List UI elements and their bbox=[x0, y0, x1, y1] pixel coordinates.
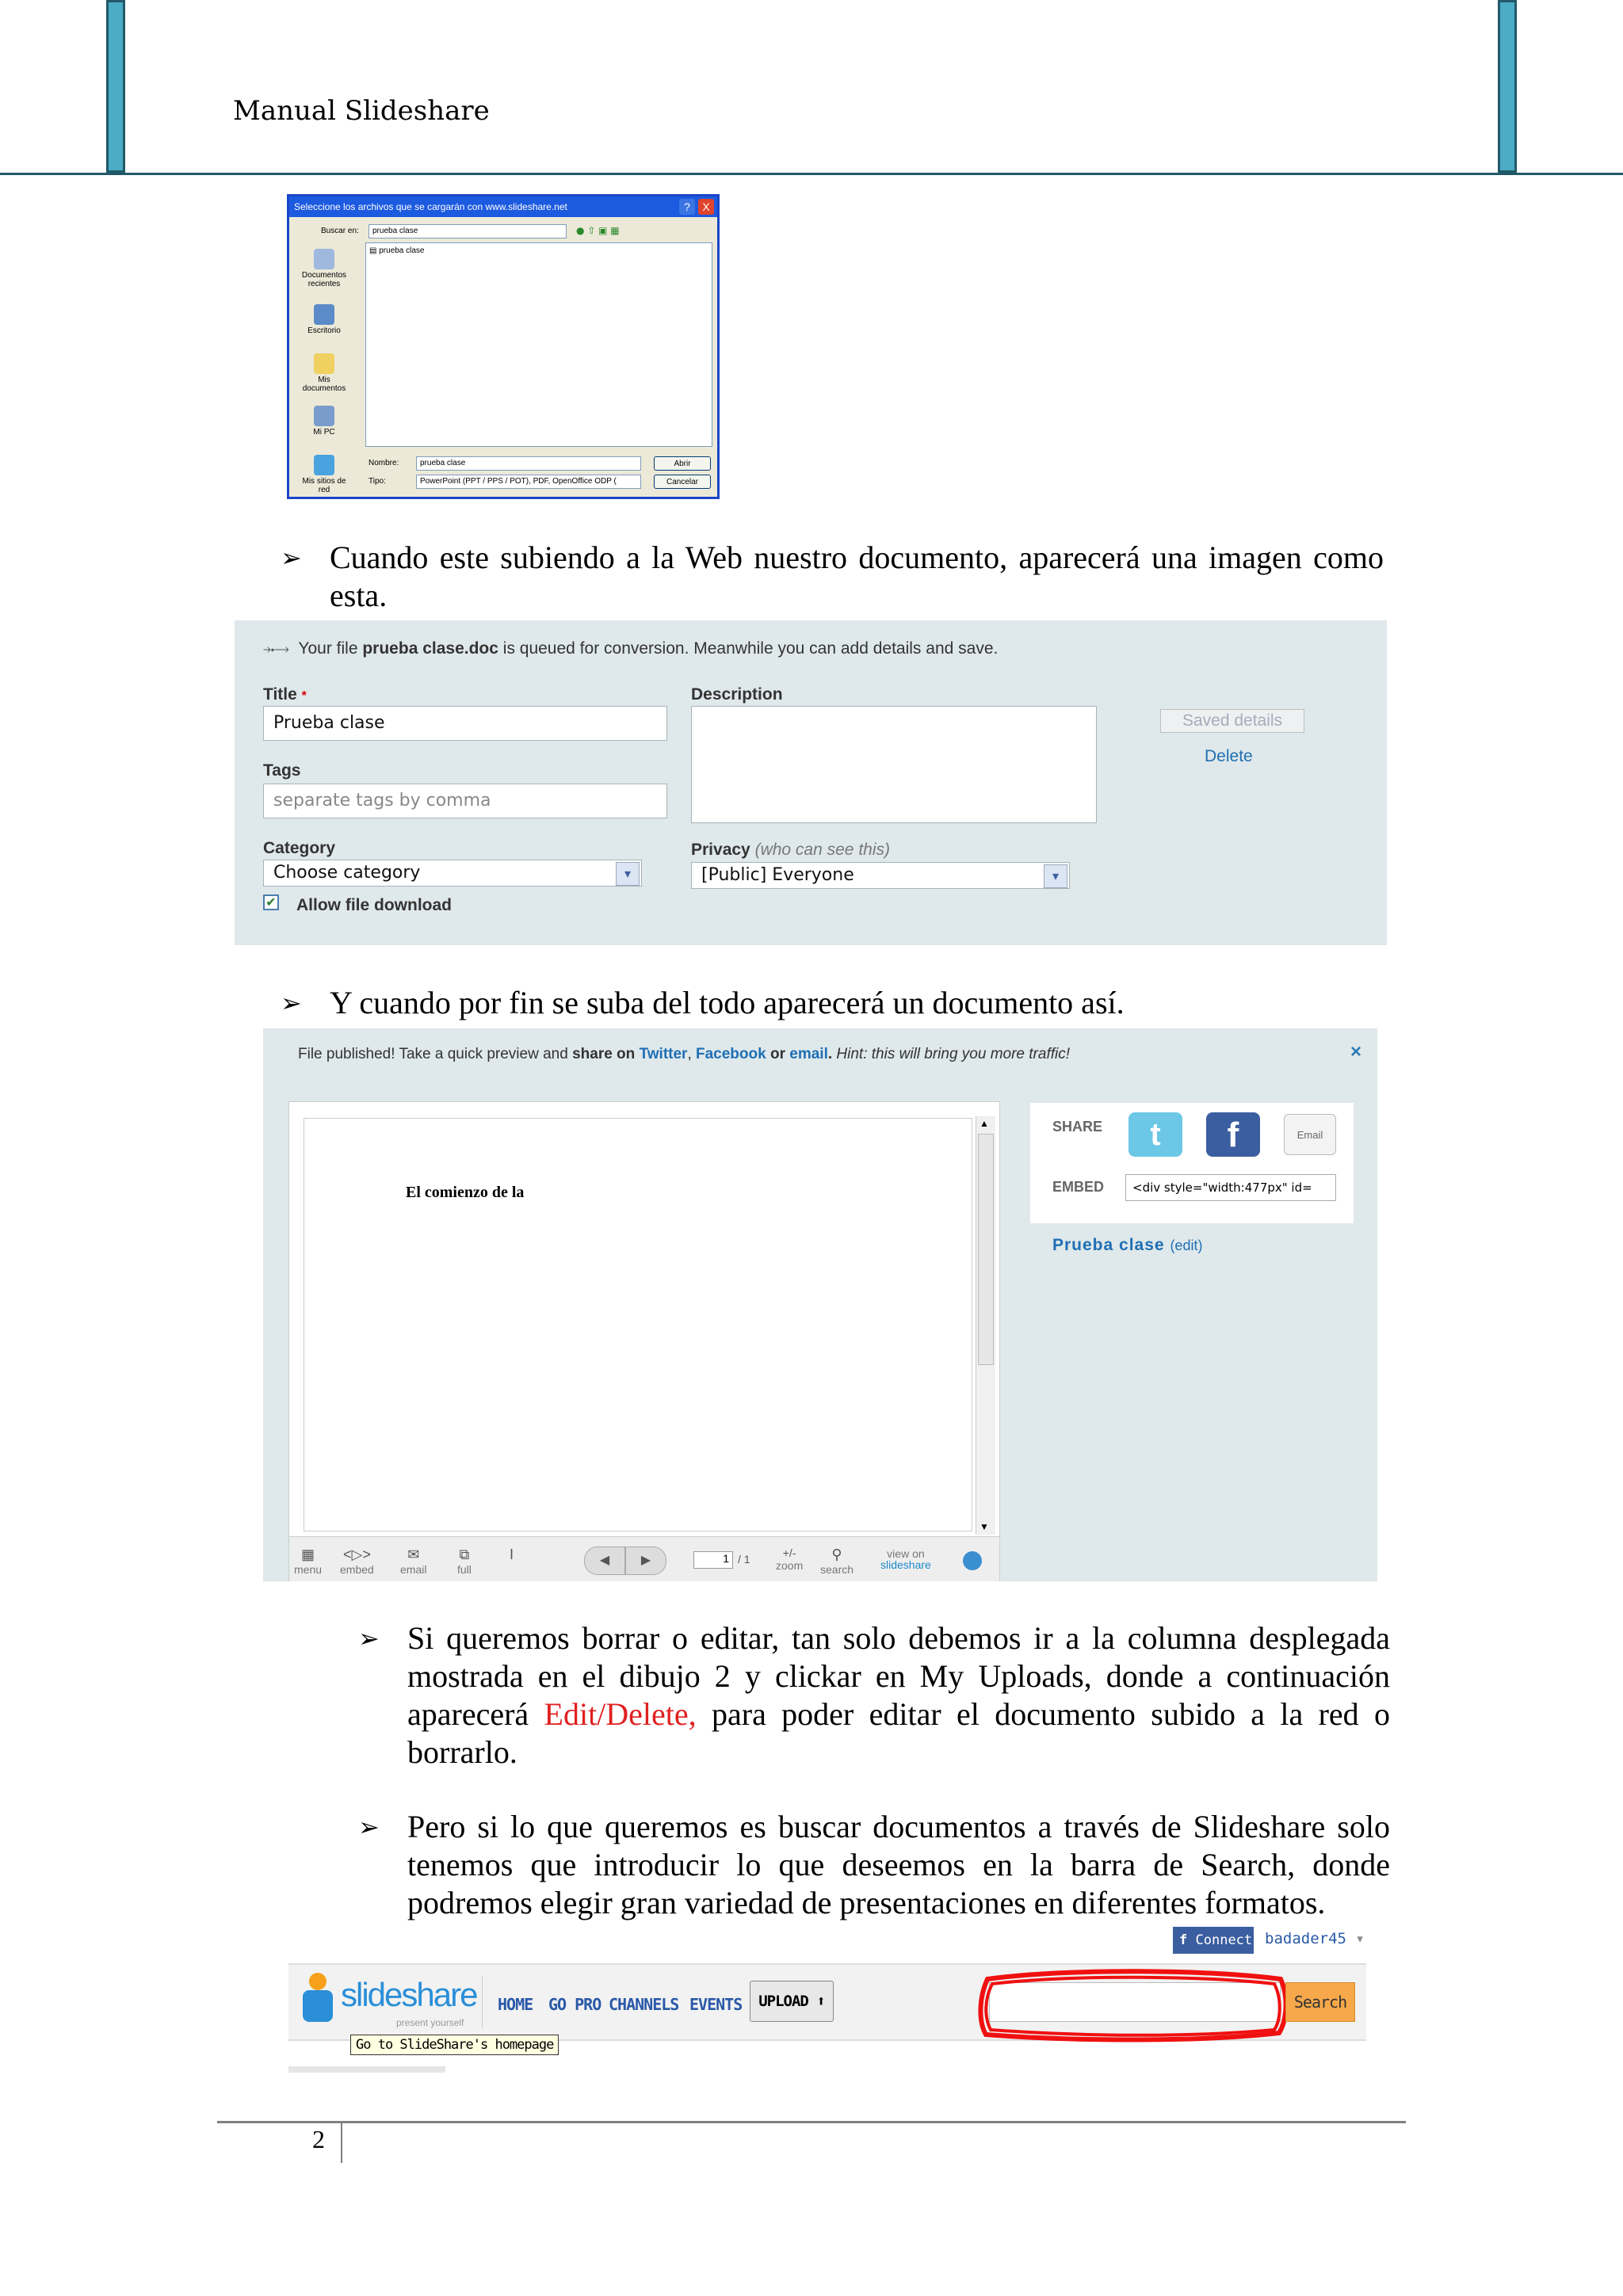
description-label: Description bbox=[691, 685, 783, 704]
page-number: 2 bbox=[312, 2125, 325, 2153]
file-open-dialog bbox=[287, 194, 720, 499]
file-list[interactable] bbox=[365, 242, 712, 447]
footer-divider bbox=[341, 2123, 342, 2163]
chevron-down-icon: ▾ bbox=[1044, 864, 1067, 888]
place-recent[interactable]: Documentos recientes bbox=[300, 249, 348, 288]
bullet-arrow-icon: ➢ bbox=[281, 989, 302, 1017]
fullscreen-button[interactable]: ⧉ full bbox=[457, 1547, 472, 1576]
view-on-slideshare-button[interactable]: view on slideshare bbox=[880, 1547, 931, 1571]
name-field[interactable]: prueba clase bbox=[416, 456, 641, 471]
nav-divider bbox=[482, 1976, 483, 2028]
open-button[interactable]: Abrir bbox=[654, 456, 711, 471]
menu-icon: ▦ bbox=[301, 1547, 315, 1562]
email-button[interactable]: ✉ email bbox=[400, 1547, 427, 1576]
bullet-arrow-icon: ➢ bbox=[281, 543, 302, 572]
slide-text: El comienzo de la bbox=[406, 1184, 525, 1201]
red-highlight-circle bbox=[973, 1965, 1293, 2046]
type-label: Tipo: bbox=[369, 477, 386, 486]
facebook-link[interactable]: Facebook bbox=[696, 1046, 766, 1062]
queued-message: ⤞⟶ Your file prueba clase.doc is queued for conversion. Meanwhile you can add details and save. bbox=[263, 639, 999, 658]
plane-icon: ⤞⟶ bbox=[263, 641, 289, 657]
file-item[interactable]: ▤ prueba clase bbox=[369, 246, 425, 255]
fullscreen-icon: ⧉ bbox=[459, 1547, 470, 1562]
share-box bbox=[1030, 1103, 1354, 1223]
slideshare-navbar bbox=[288, 1963, 1366, 2053]
search-icon: ⚲ bbox=[831, 1547, 842, 1562]
privacy-label: Privacy (who can see this) bbox=[691, 841, 890, 859]
page-total: / 1 bbox=[738, 1553, 750, 1566]
homepage-tooltip: Go to SlideShare's homepage bbox=[350, 2035, 559, 2055]
prev-slide-button[interactable]: ◀ bbox=[584, 1547, 625, 1575]
header-tab-left bbox=[106, 0, 125, 173]
cursor-icon: I bbox=[510, 1547, 514, 1562]
dialog-close-button[interactable]: X bbox=[698, 199, 714, 215]
bullet-arrow-icon: ➢ bbox=[358, 1624, 380, 1653]
type-select[interactable]: PowerPoint (PPT / PPS / POT), PDF, OpenOffice ODP ( bbox=[416, 475, 641, 489]
network-places-icon bbox=[314, 455, 334, 475]
chevron-down-icon: ▾ bbox=[616, 862, 640, 886]
share-label: SHARE bbox=[1052, 1119, 1103, 1135]
lookin-label: Buscar en: bbox=[321, 227, 359, 235]
embed-button[interactable]: <▷> embed bbox=[340, 1547, 374, 1576]
search-button[interactable]: Search bbox=[1285, 1982, 1355, 2022]
name-label: Nombre: bbox=[369, 459, 399, 467]
bullet-edit-delete: ➢ Si queremos borrar o editar, tan solo debemos ir a la columna desplegada mostrada en el dibujo 2 y clickar en My Uploads, donde a continuación aparecerá Edit/Delete, para poder editar el documento subido a la red o borrarlo. bbox=[358, 1620, 1391, 1770]
slideshare-person-icon bbox=[300, 1973, 336, 2025]
document-viewer bbox=[288, 1101, 1000, 1581]
envelope-icon: ✉ bbox=[407, 1547, 420, 1562]
recent-documents-icon bbox=[314, 249, 334, 269]
facebook-connect-button[interactable]: f Connect bbox=[1173, 1927, 1254, 1954]
twitter-share-icon[interactable]: t bbox=[1128, 1112, 1182, 1157]
dialog-toolbar-icons[interactable]: ● ⇧ ▣ ▦ bbox=[576, 225, 620, 236]
nav-channels[interactable]: CHANNELS bbox=[609, 1995, 679, 2014]
search-button[interactable]: ⚲ search bbox=[820, 1547, 854, 1576]
lookin-select[interactable] bbox=[369, 224, 567, 238]
title-input[interactable]: Prueba clase bbox=[263, 706, 667, 741]
embed-code-input[interactable]: <div style="width:477px" id= bbox=[1125, 1174, 1336, 1201]
description-textarea[interactable] bbox=[691, 706, 1097, 823]
place-my-documents[interactable]: Mis documentos bbox=[300, 353, 348, 393]
edit-delete-highlight: Edit/Delete, bbox=[544, 1696, 697, 1732]
privacy-select[interactable]: [Public] Everyone ▾ bbox=[691, 862, 1070, 889]
title-label: Title * bbox=[263, 685, 307, 704]
delete-link[interactable]: Delete bbox=[1205, 747, 1253, 765]
header-rule bbox=[0, 173, 1623, 175]
bullet-arrow-icon: ➢ bbox=[358, 1813, 380, 1841]
place-network[interactable]: Mis sitios de red bbox=[300, 455, 348, 494]
bullet-uploading: ➢ Cuando este subiendo a la Web nuestro documento, aparecerá una imagen como esta. bbox=[281, 540, 1384, 613]
slideshare-logo[interactable] bbox=[300, 1970, 477, 2033]
page-input[interactable]: 1 bbox=[693, 1551, 733, 1569]
upload-button[interactable]: UPLOAD ⬆ bbox=[750, 1981, 834, 2022]
email-link[interactable]: email bbox=[789, 1046, 828, 1062]
edit-link[interactable]: (edit) bbox=[1170, 1238, 1203, 1253]
cancel-button[interactable]: Cancelar bbox=[654, 475, 711, 489]
menu-button[interactable]: ▦ menu bbox=[294, 1547, 323, 1576]
email-share-button[interactable]: Email bbox=[1284, 1114, 1336, 1155]
tags-input[interactable]: separate tags by comma bbox=[263, 784, 667, 818]
lookin-value: prueba clase bbox=[372, 227, 418, 235]
place-desktop[interactable]: Escritorio bbox=[300, 304, 348, 335]
upload-details-panel bbox=[235, 620, 1387, 945]
dialog-help-button[interactable]: ? bbox=[679, 199, 695, 215]
category-label: Category bbox=[263, 839, 336, 857]
zoom-button[interactable]: +/- zoom bbox=[776, 1547, 804, 1572]
facebook-share-icon[interactable]: f bbox=[1206, 1112, 1260, 1157]
allow-download-checkbox[interactable]: ✔ bbox=[263, 894, 279, 910]
header-title: Manual Slideshare bbox=[233, 95, 490, 127]
slide-page bbox=[304, 1118, 972, 1531]
nav-gopro[interactable]: GO PRO bbox=[548, 1995, 601, 2014]
my-documents-icon bbox=[314, 353, 334, 374]
places-bar bbox=[292, 242, 359, 493]
dialog-title: Seleccione los archivos que se cargarán con www.slideshare.net bbox=[289, 196, 717, 217]
my-computer-icon bbox=[314, 406, 334, 426]
logo-tagline: present yourself bbox=[396, 2017, 464, 2028]
viewer-scrollbar[interactable] bbox=[976, 1116, 995, 1535]
scroll-up-icon[interactable]: ▲ bbox=[980, 1118, 989, 1129]
nav-home[interactable]: HOME bbox=[498, 1995, 533, 2014]
viewer-toolbar bbox=[289, 1536, 999, 1581]
header-tab-right bbox=[1498, 0, 1517, 173]
tags-label: Tags bbox=[263, 761, 301, 780]
category-select[interactable]: Choose category ▾ bbox=[263, 860, 642, 887]
place-my-pc[interactable]: Mi PC bbox=[300, 406, 348, 437]
close-icon[interactable]: × bbox=[1350, 1041, 1361, 1062]
next-slide-button[interactable]: ▶ bbox=[625, 1547, 666, 1575]
document-title-link[interactable]: Prueba clase (edit) bbox=[1052, 1236, 1203, 1254]
allow-download-label: Allow file download bbox=[296, 896, 452, 914]
logo-text: slideshare bbox=[341, 1976, 477, 2013]
chevron-down-icon: ▾ bbox=[1355, 1930, 1365, 1947]
desktop-icon bbox=[314, 304, 334, 325]
bullet-search: ➢ Pero si lo que queremos es buscar documentos a través de Slideshare solo tenemos que introducir lo que deseemos en la barra de Search, donde podremos elegir gran variedad de presentaciones en diferentes formatos. bbox=[358, 1809, 1390, 1920]
published-notice: File published! Take a quick preview and share on Twitter, Facebook or email. Hint: this will bring you more traffic! bbox=[298, 1046, 1071, 1062]
saved-details-button[interactable]: Saved details bbox=[1160, 709, 1304, 733]
scroll-down-icon[interactable]: ▼ bbox=[980, 1521, 989, 1532]
username-menu[interactable]: badader45 ▾ bbox=[1265, 1930, 1365, 1947]
slideshare-logo-icon bbox=[963, 1551, 982, 1570]
embed-label: EMBED bbox=[1052, 1179, 1105, 1195]
embed-icon: <▷> bbox=[342, 1547, 371, 1562]
nav-events[interactable]: EVENTS bbox=[689, 1995, 743, 2014]
upload-arrow-icon: ⬆ bbox=[816, 1993, 825, 2010]
footer-rule bbox=[217, 2121, 1406, 2123]
navbar-underline bbox=[288, 2066, 445, 2073]
twitter-link[interactable]: Twitter bbox=[639, 1046, 688, 1062]
scroll-thumb[interactable] bbox=[978, 1134, 994, 1365]
bullet-uploaded: ➢ Y cuando por fin se suba del todo aparecerá un documento así. bbox=[281, 985, 1125, 1020]
facebook-icon: f bbox=[1179, 1932, 1188, 1948]
